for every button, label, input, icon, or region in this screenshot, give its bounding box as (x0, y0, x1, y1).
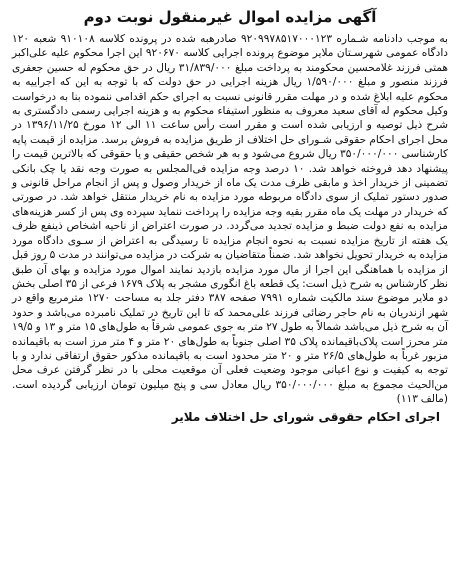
notice-body: به موجب دادنامه شـماره ۹۲۰۹۹۷۸۵۱۷۰۰۰۱۲۳ صادرهبه شده در پرونده کلاسه ۹۱۰۱۰۸ شعبه ۱۲۰ دادگاه عمومی شهرسـتان ملایر موضوع پرونده اجرایی کلاسه ۹۲۰۶۷۰ این اجرا محکوم علیه علی‌اکبر همتی فرزند غلامحسین محکومند به پرداخت مبلغ ۳۱/۸۳۹/۰۰۰ ریال در حق محکوم له حسین جعفری فرزند منصور و مبلغ ۱/۵۹۰/۰۰۰ ریال هزینه اجرایی در حق دولت که با توجه به این که اجراییه به محکوم علیه ابلاغ شده و در مهلت مقرر قانونی نسبت به اجرای حکم اقدامی ننموده بنا به درخواست وکیل محکوم له آقای سعید معروف به منظور استیفاء محکوم به و هزینه اجرایی رسمی دادگستری به شرح ذیل توصیه و ارزیابی شده است و مقرر است رأس ساعت ۱۱ الی ۱۲ مورخ ۱۳۹۶/۱۱/۲۵ در محل اجرای احکام حقوقی شـورای حل اختلاف از طریق مزایده به فروش برسد. مزایده از قیمت پایه کارشناسی ۳۵۰/۰۰۰/۰۰۰ ریال شروع می‌شود و به هر شخص حقیقی و یا حقوقی که بالاترین قیمت را پیشنهاد دهد فروخته خواهد شد. ۱۰ درصد وجه مزایده فی‌المجلس به صورت وجه نقد یا چک بانکی تضمینی از خریدار اخذ و مابقی ظرف مدت یک ماه از خریدار وصول و پس از انجام مراحل قانونی و صدور دستور تملیک از سوی دادگاه مربوطه مورد مزایده به نام خریدار منتقل خواهد شد. در صورتی که خریدار در مهلت یک ماه مقرر بقیه وجه مزایده را پرداخت ننماید سپرده وی پس از کسر هزینه‌های مزایده به نفع دولت ضبط و مزایده تجدید می‌گردد. در صورت اعتراض از ناحیه اشخاص ذینفع ظرف یک هفته از تاریخ مزایده نسبت به نحوه انجام مزایده تا رسیدگی به اعتراض از سـوی دادگاه مورد مزایده به خریدار تحویل نخواهد شد. ضمناً متقاضیان به شرکت در مزایده می‌توانند در مدت ۵ روز قبل از مزایده با هماهنگی این اجرا از مال مورد مزایده بازدید نمایند اموال مورد مزایده و بهای آن طبق نظر کارشناس به شرح ذیل است: یک قطعه باغ انگوری مشجر به پلاک ۱۶۷۹ فرعی از ۳۵ اصلی بخش دو ملایر موضوع سند مالکیت شماره ۷۹۹۱ صفحه ۳۸۷ دفتر جلد به مساحت ۱۲۷۰ مترمربع واقع در شهر ازندریان به نام حاجر رضائی فرزند علی‌محمد که تا این تاریخ در تملیک نامبرده می‌باشد و حدود آن به شرح ذیل می‌باشد شمالاً به طول ۲۷ متر به جوی عمومی شرقاً به طول‌های ۱۵ متر و ۱۳ و ۱۹/۵ متر محرز است پلاک‌باقیمانده پلاک ۳۵ اصلی جنوباً به طول‌های ۲۰ متر و ۴ متر مرز است به باقیمانده مزبور غرباً به طول‌های ۲۶/۵ متر و ۲۰ متر محدود است به باقیمانده مذکور حقوق ارتفاقی ندارد و با توجه به کیفیت و نوع اعیانی موجود وضعیت فعلی آن موقعیت محلی با در نظر گرفتن عرف محل من‌الحیث مجموع به مبلغ ۳۵۰/۰۰۰/۰۰۰ ریال معادل سی و پنج میلیون تومان ارزیابی گردیده است. (مالف ۱۱۳) (12, 33, 449, 406)
notice-signature: اجرای احکام حقوقی شورای حل اختلاف ملایر (171, 409, 440, 424)
notice-title: آگهی مزایده اموال غیرمنقول نوبت دوم (83, 8, 377, 26)
legal-notice (12, 8, 448, 460)
